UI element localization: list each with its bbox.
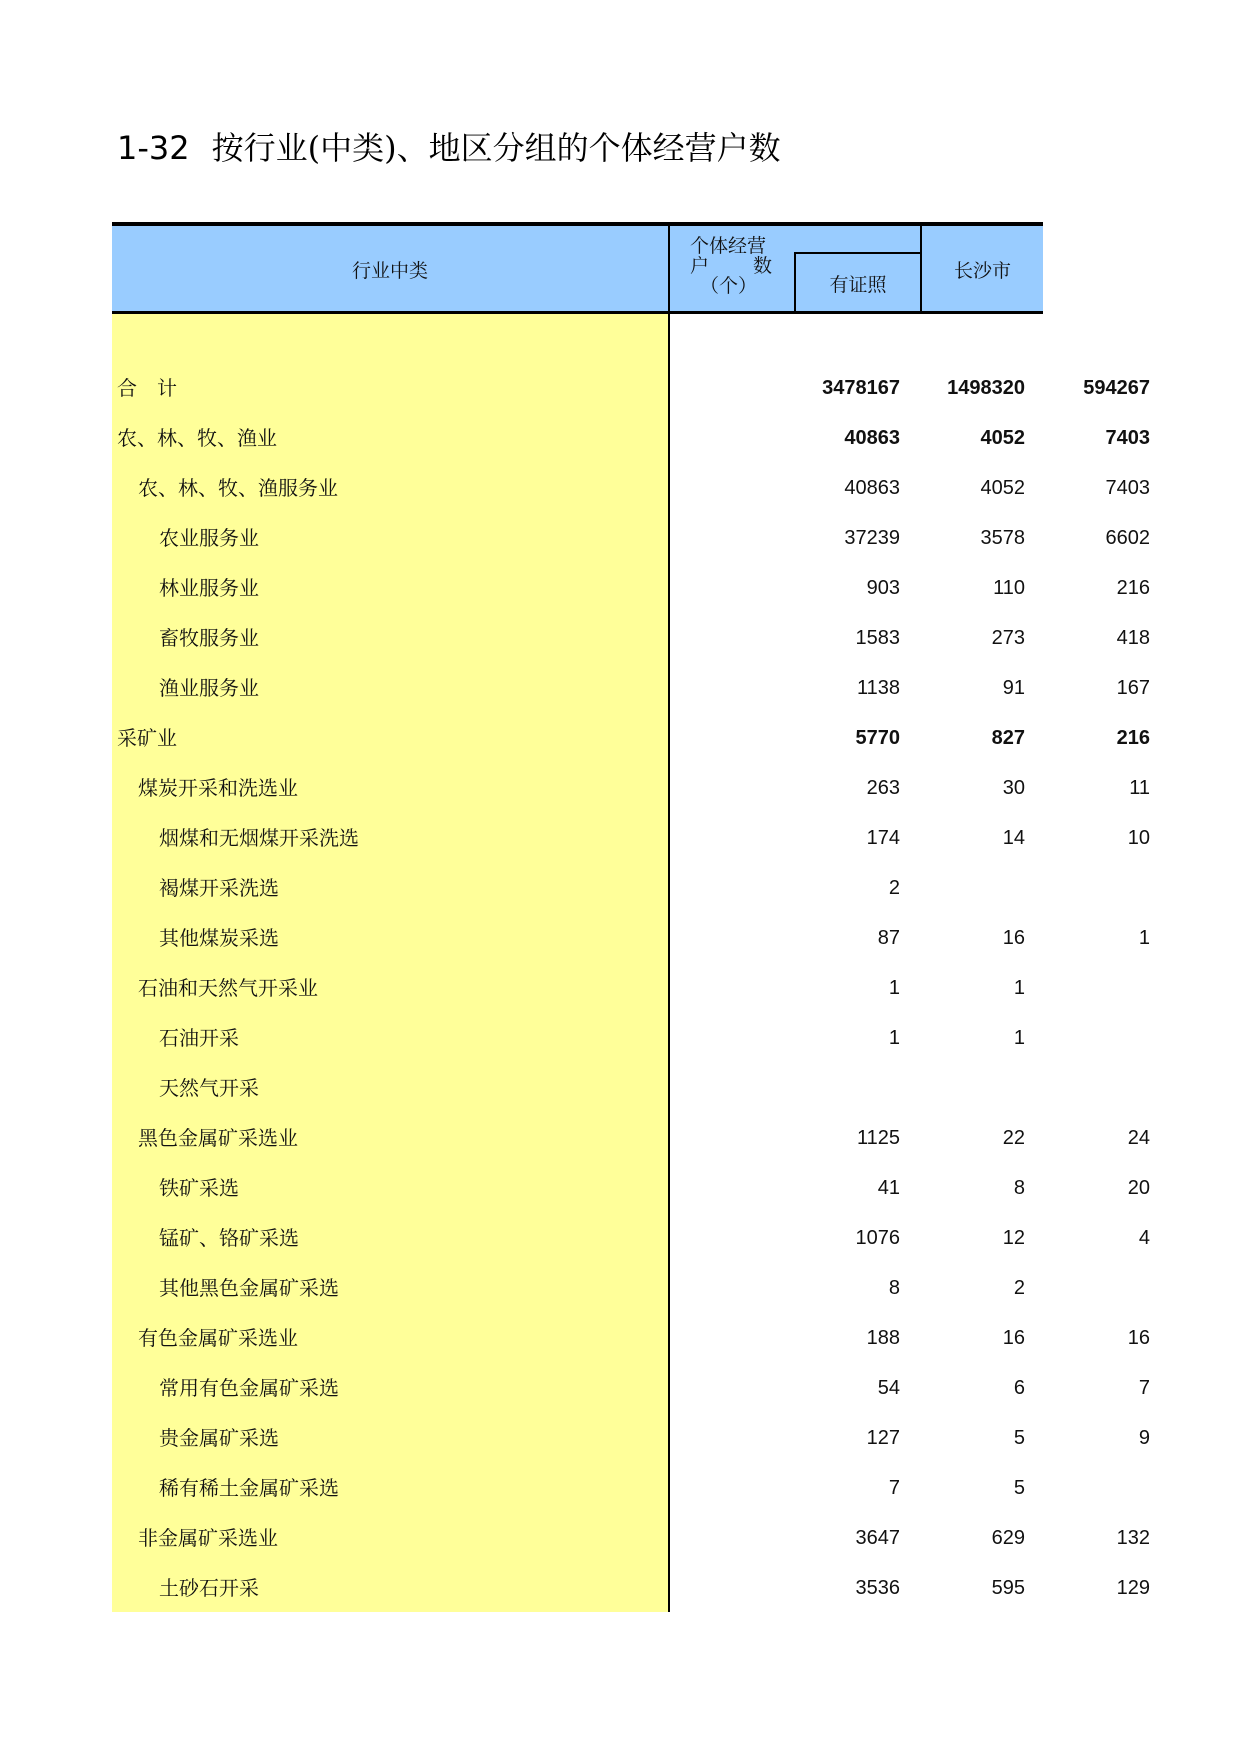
row-licensed: 110 <box>993 577 1025 599</box>
table-row <box>112 1313 1150 1363</box>
row-total: 3647 <box>855 1527 900 1549</box>
row-label: 畜牧服务业 <box>159 626 259 650</box>
row-label: 铁矿采选 <box>159 1176 239 1200</box>
table-row <box>112 413 1150 463</box>
row-licensed: 2 <box>1013 1277 1025 1299</box>
row-label: 采矿业 <box>117 726 177 750</box>
table-row <box>112 1563 1150 1613</box>
table-row <box>112 1063 1043 1113</box>
row-label: 林业服务业 <box>159 576 259 600</box>
row-licensed: 1 <box>1013 977 1025 999</box>
row-total: 8 <box>888 1277 900 1299</box>
row-licensed: 8 <box>1013 1177 1025 1199</box>
row-label: 农、林、牧、渔业 <box>117 426 277 450</box>
row-total: 2 <box>888 877 900 899</box>
row-licensed: 5 <box>1013 1427 1025 1449</box>
row-changsha: 16 <box>1127 1327 1150 1349</box>
row-changsha: 7 <box>1138 1377 1150 1399</box>
row-licensed: 629 <box>991 1527 1025 1549</box>
row-licensed: 22 <box>1002 1127 1025 1149</box>
row-label: 农业服务业 <box>159 526 259 550</box>
row-total: 40863 <box>844 427 900 449</box>
row-changsha <box>922 863 1150 913</box>
row-total: 40863 <box>844 477 900 499</box>
row-changsha: 167 <box>1116 677 1150 699</box>
row-label: 其他煤炭采选 <box>159 926 279 950</box>
row-label: 烟煤和无烟煤开采洗选 <box>159 826 359 850</box>
table-number: 1-32 <box>117 129 190 167</box>
row-label: 有色金属矿采选业 <box>138 1326 298 1350</box>
row-licensed: 273 <box>991 627 1025 649</box>
header-total-line2a: 户 <box>690 255 710 277</box>
row-changsha: 11 <box>1129 777 1150 799</box>
row-label: 贵金属矿采选 <box>159 1426 279 1450</box>
header-sub-rule <box>794 252 922 254</box>
table-row <box>112 1513 1150 1563</box>
table-row <box>112 663 1150 713</box>
table-row <box>112 1463 1043 1513</box>
row-label: 天然气开采 <box>159 1076 259 1100</box>
row-total: 87 <box>877 927 900 949</box>
row-changsha: 418 <box>1116 627 1150 649</box>
row-changsha: 594267 <box>1083 377 1150 399</box>
row-licensed: 14 <box>1002 827 1025 849</box>
row-licensed: 5 <box>1013 1477 1025 1499</box>
row-label: 石油开采 <box>159 1026 239 1050</box>
row-total: 41 <box>877 1177 900 1199</box>
table-row <box>112 813 1150 863</box>
row-licensed: 827 <box>991 727 1025 749</box>
header-divider-1 <box>668 226 670 312</box>
table-row <box>112 1163 1150 1213</box>
row-changsha: 6602 <box>1105 527 1150 549</box>
row-total: 1583 <box>855 627 900 649</box>
row-label: 石油和天然气开采业 <box>138 976 318 1000</box>
row-licensed: 12 <box>1002 1227 1025 1249</box>
row-changsha: 216 <box>1116 727 1150 749</box>
table-row <box>112 763 1150 813</box>
header-industry: 行业中类 <box>351 260 428 282</box>
table-row <box>112 563 1150 613</box>
row-changsha: 132 <box>1116 1527 1150 1549</box>
row-changsha: 7403 <box>1105 427 1150 449</box>
table-row <box>112 513 1150 563</box>
row-total: 1 <box>888 1027 900 1049</box>
row-total: 903 <box>866 577 900 599</box>
row-total: 1 <box>888 977 900 999</box>
row-total: 3478167 <box>822 377 900 399</box>
row-changsha <box>922 963 1150 1013</box>
row-changsha <box>922 1013 1150 1063</box>
row-label: 合 计 <box>117 376 177 400</box>
row-label: 稀有稀土金属矿采选 <box>159 1476 339 1500</box>
row-total: 127 <box>866 1427 900 1449</box>
row-changsha: 9 <box>1138 1427 1150 1449</box>
row-licensed: 3578 <box>980 527 1025 549</box>
row-label: 土砂石开采 <box>159 1576 259 1600</box>
table-row <box>112 613 1150 663</box>
row-total: 188 <box>866 1327 900 1349</box>
row-licensed: 1 <box>1013 1027 1025 1049</box>
row-label: 其他黑色金属矿采选 <box>159 1276 339 1300</box>
row-label: 常用有色金属矿采选 <box>159 1376 339 1400</box>
row-label: 褐煤开采洗选 <box>159 876 279 900</box>
row-licensed: 595 <box>991 1577 1025 1599</box>
table-row <box>112 963 1043 1013</box>
table-row <box>112 713 1150 763</box>
row-changsha: 4 <box>1138 1227 1150 1249</box>
row-total: 37239 <box>844 527 900 549</box>
row-licensed: 6 <box>1013 1377 1025 1399</box>
table-row <box>112 1113 1150 1163</box>
row-total: 1076 <box>855 1227 900 1249</box>
row-total: 174 <box>866 827 900 849</box>
table-row <box>112 863 1043 913</box>
row-changsha: 216 <box>1116 577 1150 599</box>
page-title <box>117 128 781 168</box>
row-label: 农、林、牧、渔服务业 <box>138 476 338 500</box>
header-licensed: 有证照 <box>829 274 887 296</box>
row-changsha <box>922 1263 1150 1313</box>
row-licensed: 16 <box>1002 927 1025 949</box>
table-row <box>112 1263 1043 1313</box>
row-label: 黑色金属矿采选业 <box>138 1126 298 1150</box>
row-total: 54 <box>877 1377 900 1399</box>
row-total: 1125 <box>856 1127 900 1149</box>
row-total: 5770 <box>855 727 900 749</box>
row-changsha: 7403 <box>1105 477 1150 499</box>
table-row <box>112 913 1150 963</box>
row-changsha <box>922 1463 1150 1513</box>
row-total: 3536 <box>855 1577 900 1599</box>
row-licensed: 30 <box>1002 777 1025 799</box>
row-total: 263 <box>866 777 900 799</box>
row-label: 锰矿、铬矿采选 <box>159 1226 299 1250</box>
header-total-line2b: 数 <box>753 255 773 277</box>
row-licensed: 4052 <box>980 477 1025 499</box>
row-label: 非金属矿采选业 <box>138 1526 278 1550</box>
row-total: 1138 <box>856 677 900 699</box>
header-changsha: 长沙市 <box>953 260 1011 282</box>
table-row <box>112 1213 1150 1263</box>
table-row <box>112 1363 1150 1413</box>
row-licensed: 1498320 <box>947 377 1025 399</box>
row-label: 煤炭开采和洗选业 <box>138 776 298 800</box>
row-licensed: 16 <box>1002 1327 1025 1349</box>
header-total-unit: （个） <box>700 275 758 297</box>
row-licensed: 4052 <box>980 427 1025 449</box>
table-row <box>112 1013 1043 1063</box>
row-label: 渔业服务业 <box>159 676 259 700</box>
row-changsha: 20 <box>1127 1177 1150 1199</box>
row-changsha: 129 <box>1116 1577 1150 1599</box>
header-total-line1: 个体经营 <box>690 235 767 257</box>
row-changsha <box>922 1063 1150 1113</box>
table-row <box>112 363 1150 413</box>
row-changsha: 24 <box>1127 1127 1150 1149</box>
row-total: 7 <box>888 1477 900 1499</box>
row-changsha: 1 <box>1138 927 1150 949</box>
table-row <box>112 463 1150 513</box>
table-row <box>112 1413 1150 1463</box>
row-changsha: 10 <box>1127 827 1150 849</box>
table-title: 按行业(中类)、地区分组的个体经营户数 <box>211 129 781 167</box>
row-licensed: 91 <box>1002 677 1025 699</box>
